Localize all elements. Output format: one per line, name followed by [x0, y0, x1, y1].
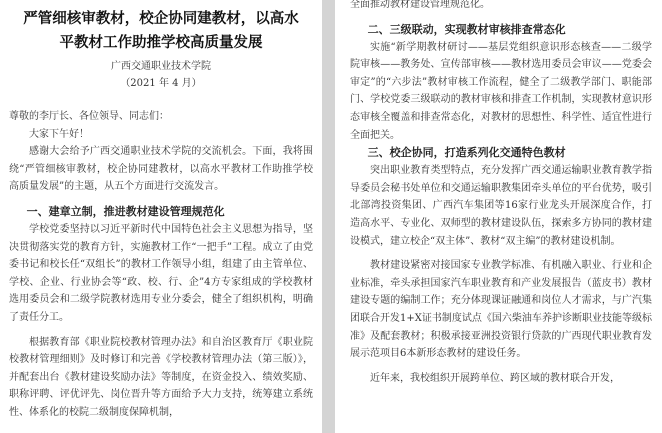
salutation: 尊敬的李厅长、各位领导、同志们：: [9, 111, 169, 122]
left-page: [0, 0, 322, 433]
section-3-paragraph-1: 突出职业教育类型特点，充分发挥广西交通运输职业教育教学指导委员会秘书处单位和交通运输职教集团牵头单位的平台优势，吸引北部湾投资集团、广西汽车集团等16家行业龙头开展深度合作，打造高水平、专业化、双师型的教材建设队伍，探索多方协同的教材建设模式，建立校企“双主体”、教材“双主编”的教材建设机制。: [350, 165, 652, 247]
intro-paragraph: 感谢大会给予广西交通职业技术学院的交流机会。下面，我将围绕“严管细核审教材，校企协同建教材，以高水平教材工作助推学校高质量发展”的主题，从五个方面进行交流发言。: [9, 146, 313, 193]
section-2-heading: 二、三级联动，实现教材审核排查常态化: [367, 22, 566, 36]
greeting: 大家下午好！: [29, 128, 89, 140]
section-1-paragraph-1: 学校党委坚持以习近平新时代中国特色社会主义思想为指导，坚决贯彻落实党的教育方针，实施教材工作“一把手”工程。成立了由党委书记和校长任“双组长”的教材工作领导小组，组建了由主管单位、学校、企业、行业协会等“政、校、行、企”4方专家组成的学校教材选用委员会和二级学院教材选用专业分委会，健全了组织机构，明确了责任分工。: [9, 223, 313, 323]
section-3-paragraph-3: 近年来，我校组织开展跨单位、跨区域的教材联合开发，: [370, 372, 620, 384]
right-page: [335, 0, 662, 433]
title-line-2: 平教材工作助推学校高质量发展: [59, 35, 263, 51]
organization-name: 广西交通职业技术学院: [111, 61, 211, 72]
section-3-heading: 三、校企协同，打造系列化交通特色教材: [367, 146, 566, 160]
document-title: [9, 7, 313, 55]
document-date: （2021 年 4 月）: [120, 78, 202, 89]
section-1-paragraph-2: 根据教育部《职业院校教材管理办法》和自治区教育厅《职业院校教材管理细则》及时修订和完善《学校教材管理办法（第三版）》，并配套出台《教材建设奖励办法》等制度，在资金投入、绩效奖励、职称评聘、评优评先、岗位晋升等方面给予大力支持，统筹建立系统性、体系化的校院二级制度保障机制，: [9, 336, 313, 418]
section-3-paragraph-2: 教材建设紧密对接国家专业教学标准、有机融入职业、行业和企业标准，牵头承担国家汽车职业教育和产业发展报告（蓝皮书）教材建设专题的编制工作；充分体现课证融通和岗位人才需求，与广汽集团联合开发1+X证书制度试点《国六柴油车养护诊断职业技能等级标准》及配套教材；积极承接亚洲投资银行贷款的广西现代职业教育发展示范项目6本新形态教材的建设任务。: [350, 260, 652, 360]
title-line-1: 严管细核审教材，校企协同建教材，以高水: [23, 11, 299, 27]
section-2-paragraph-1: 实施“新学期教材研讨——基层党组织意识形态核查——二级学院审核——教务处、宣传部审核——教材选用委员会审议——党委会审定”的“六步法”教材审核工作流程，健全了二级教学部门、职能部门、学校党委三级联动的教材审核和排查工作机制，实现教材意识形态审核全覆盖和排查常态化，对教材的思想性、科学性、适宜性进行全面把关。: [350, 41, 652, 141]
continued-text: 全面推动教材建设管理规范化。: [350, 0, 490, 10]
section-1-heading: 一、建章立制，推进教材建设管理规范化: [26, 204, 225, 218]
